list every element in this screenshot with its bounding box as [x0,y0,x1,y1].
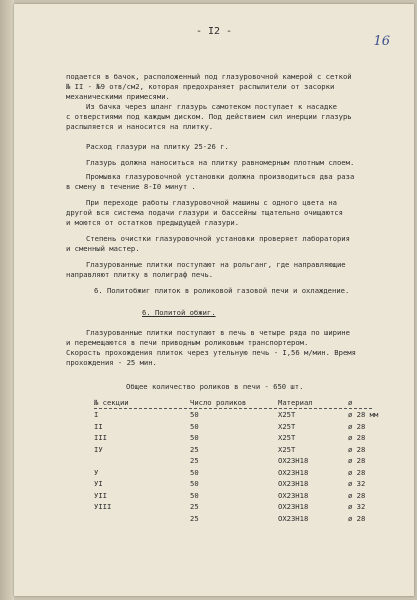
cell-section: I [94,410,99,420]
cell-roller-count: 25 [190,513,199,523]
cell-diameter: ø 28 [348,467,366,477]
table-row [94,409,388,421]
table-row [94,444,388,456]
text-line: Глазурованные плитки поступают в печь в четыре ряда по ширине [86,328,350,337]
text-line: в смену в течение 8-I0 минут . [66,182,196,191]
table-row [94,421,388,433]
text-line: направляют плитку в полиграф печь. [66,270,214,279]
cell-section [94,455,190,467]
cell-material: Х25Т [278,433,296,443]
section-heading-glaze-firing: 6. Политой обжиг. [142,308,216,317]
table-row [94,490,388,502]
text-line: механическими примесями. [66,92,170,101]
cell-section: УII [94,490,107,500]
cell-material: ОХ23Н18 [278,490,309,500]
page-number: - I2 - [195,26,233,37]
cell-diameter: ø 28 [348,490,366,500]
cell-diameter: ø 28 [348,456,366,466]
rollers-table [94,396,388,524]
cell-section [94,513,190,525]
cell-diameter: ø 28 мм [348,410,379,420]
section-heading-glazing-firing: 6. Политобжиг плиток в роликовой газовой печи и охлаждение. [94,286,350,295]
text-line: и перемещаются в печи приводным роликовым транспортером. [66,338,309,347]
cell-material: ОХ23Н18 [278,479,309,489]
text-line: Из бачка через шланг глазурь самотеком поступает к насадке [86,102,337,111]
text-line: с отверстиями под каждым диском. Под действием сил инерции глазурь [66,112,352,121]
archive-handwritten-number: 16 [373,34,390,49]
cell-diameter: ø 28 [348,421,366,431]
cell-material: Х25Т [278,444,296,454]
cell-diameter: ø 28 [348,444,366,454]
header-diameter: ø [348,398,353,407]
text-line: другой вся система подачи глазури и бассейны тщательно очищаются [66,208,343,217]
text-line: распыляется и наносится на плитку. [66,122,214,131]
text-line: № II - №9 отв/см2, которая предохраняет распылители от засорки [66,82,335,91]
table-header-rule [94,408,372,409]
cell-section: IУ [94,444,103,454]
text-line: Расход глазури на плитку 25-26 г. [86,142,229,151]
cell-roller-count: 25 [190,456,199,466]
table-row [94,501,388,513]
text-line: Промывка глазуровочной установки должна производиться два раза [86,172,355,181]
cell-roller-count: 50 [190,433,199,443]
cell-diameter: ø 32 [348,479,366,489]
cell-roller-count: 25 [190,444,199,454]
cell-roller-count: 50 [190,467,199,477]
header-section: № секции [94,398,129,407]
text-line: При переходе работы глазуровочной машины с одного цвета на [86,198,337,207]
cell-roller-count: 25 [190,502,199,512]
cell-section: УI [94,479,103,489]
cell-diameter: ø 32 [348,502,366,512]
cell-roller-count: 50 [190,490,199,500]
table-title: Общее количество роликов в печи - 650 шт. [126,382,304,391]
text-line: и моются от остатков предыдущей глазури. [66,218,240,227]
header-roller-count: Число роликов [190,398,247,407]
cell-roller-count: 50 [190,479,199,489]
table-row [94,513,388,525]
text-line: прохождения - 25 мин. [66,358,157,367]
cell-diameter: ø 28 [348,513,366,523]
cell-section: У [94,467,99,477]
table-row [94,478,388,490]
cell-material: ОХ23Н18 [278,513,309,523]
cell-roller-count: 50 [190,421,199,431]
text-line: Степень очистки глазуровочной установки проверяет лаборатория [86,234,350,243]
cell-roller-count: 50 [190,410,199,420]
cell-material: Х25Т [278,410,296,420]
text-line: Скорость прохождения плиток через утельную печь - I,56 м/мин. Время [66,348,356,357]
cell-section: III [94,433,107,443]
table-row [94,455,388,467]
text-line: и сменный мастер. [66,244,140,253]
cell-material: ОХ23Н18 [278,502,309,512]
cell-material: Х25Т [278,421,296,431]
cell-section: II [94,421,103,431]
table-row [94,432,388,444]
cell-material: ОХ23Н18 [278,467,309,477]
cell-material: ОХ23Н18 [278,456,309,466]
text-line: подается в бачок, расположенный под глазуровочной камерой с сеткой [66,72,352,81]
header-material: Материал [278,398,313,407]
text-line: Глазурованные плитки поступают на рольганг, где направляющие [86,260,346,269]
document-page [14,4,414,596]
cell-section: УIII [94,502,112,512]
table-row [94,467,388,479]
text-line: Глазурь должна наноситься на плитку равномерным плотным слоем. [86,158,355,167]
book-binding [0,0,14,600]
cell-diameter: ø 28 [348,433,366,443]
